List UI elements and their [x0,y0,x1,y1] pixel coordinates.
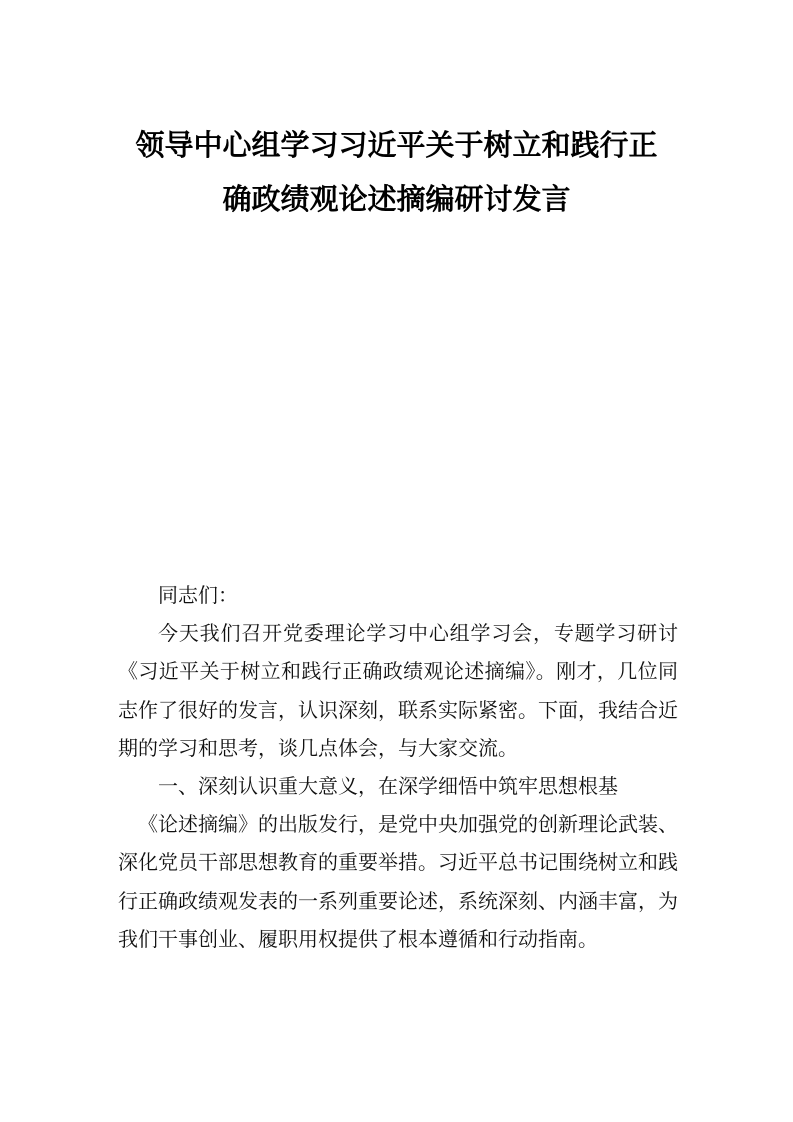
section-heading-1: 一、深刻认识重大意义，在深学细悟中筑牢思想根基 [158,774,618,799]
title-line-1: 领导中心组学习习近平关于树立和践行正 [135,128,658,162]
greeting: 同志们： [158,583,238,607]
document-title [100,118,693,226]
paragraph-section-1: 《论述摘编》的出版发行，是党中央加强党的创新理论武装、深化党员干部思想教育的重要举措。习近平总书记围绕树立和践行正确政绩观发表的一系列重要论述，系统深刻、内涵丰富，为我们干事创业、履职用权提供了根本遵循和行动指南。 [118,812,678,951]
title-line-2: 确政绩观论述摘编研讨发言 [222,182,571,216]
paragraph-intro: 今天我们召开党委理论学习中心组学习会，专题学习研讨《习近平关于树立和践行正确政绩观论述摘编》。刚才，几位同志作了很好的发言，认识深刻，联系实际紧密。下面，我结合近期的学习和思考，谈几点体会，与大家交流。 [118,621,678,760]
document-body [118,576,678,958]
